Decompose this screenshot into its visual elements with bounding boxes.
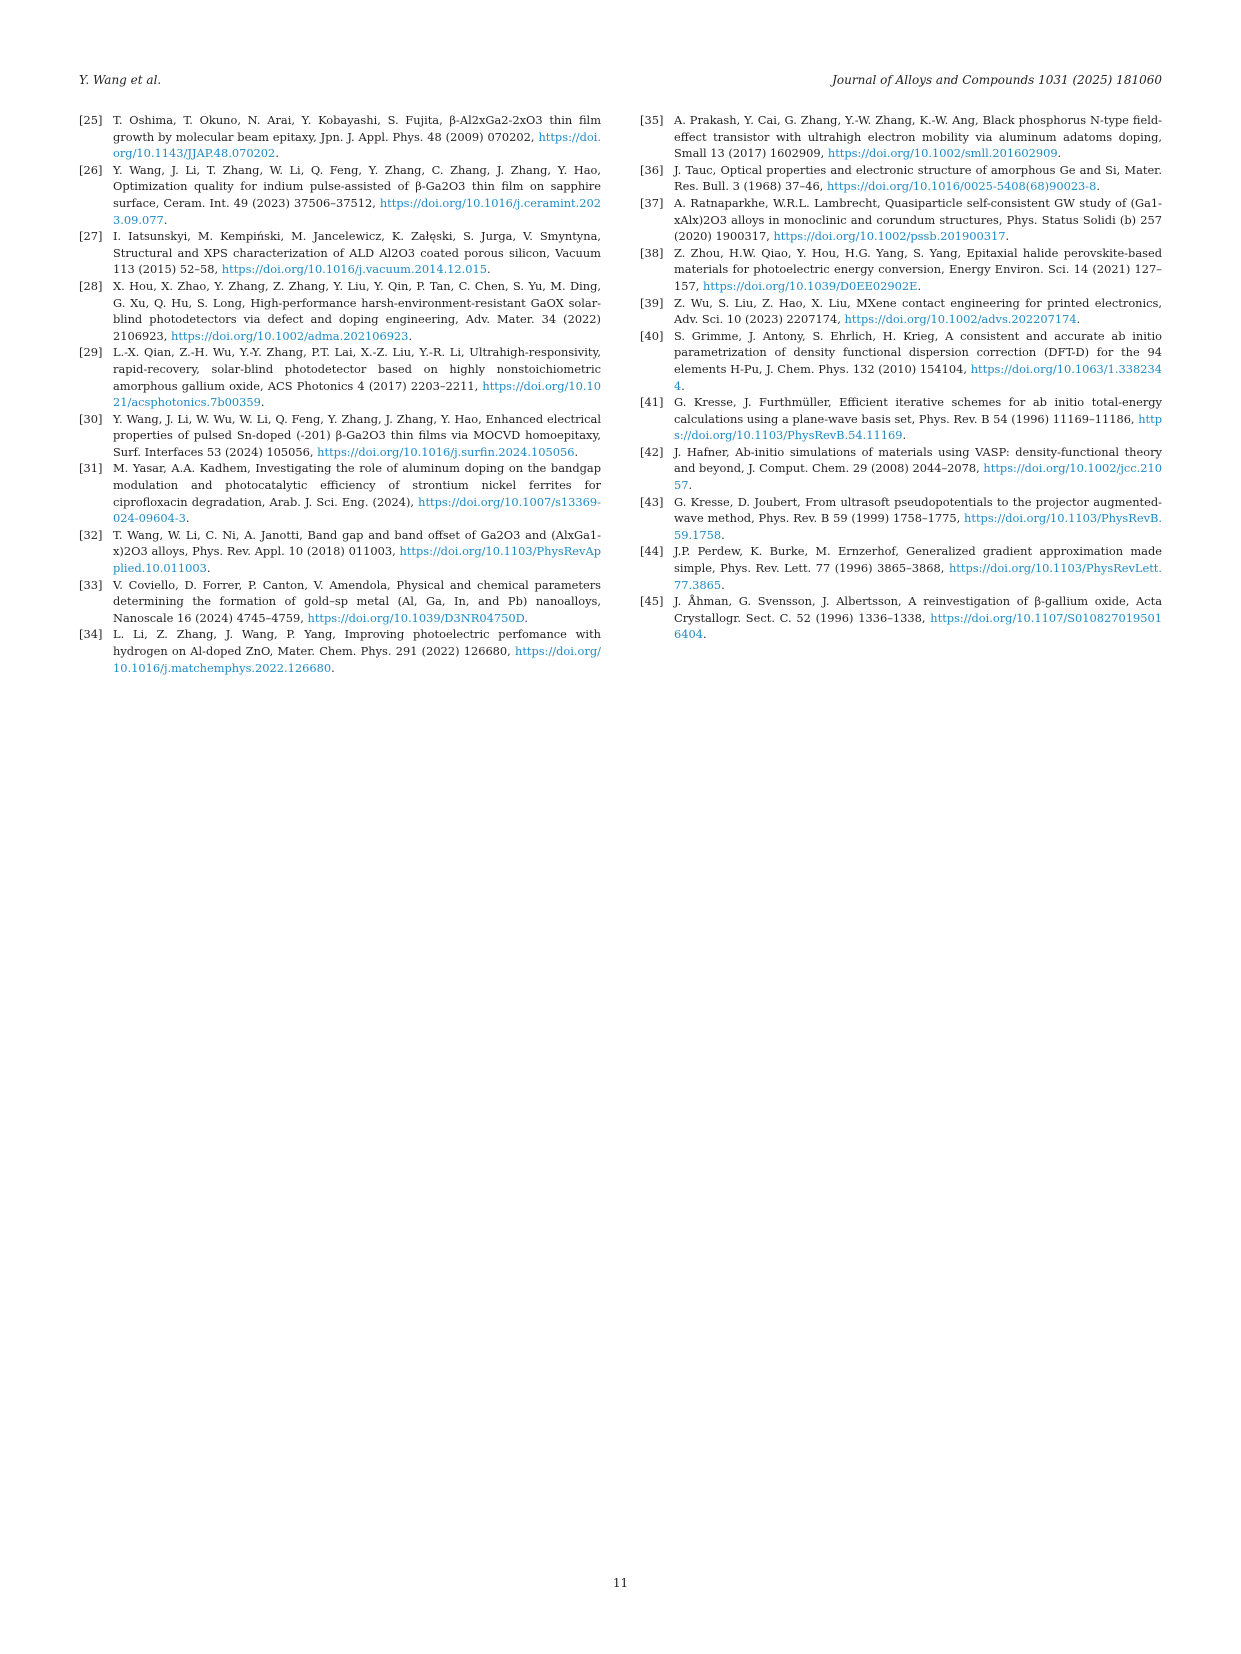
reference-number: [27] (79, 229, 103, 244)
reference-doi-link[interactable]: https://doi.org/10.1002/smll.201602909 (827, 146, 1058, 161)
reference-text: J. Hafner, Ab-initio simulations of materials using VASP: density-functional theory and beyond, J. Comput. Chem. 29 (2008) 2044–2078, (674, 444, 1162, 476)
reference-number: [43] (640, 494, 664, 509)
reference-text: I. Iatsunskyi, M. Kempiński, M. Jancelewicz, K. Załęski, S. Jurga, V. Smyntyna, Structural and XPS characterization of ALD Al2O3 coated porous silicon, Vacuum 113 (2015) 52–58, (113, 229, 601, 277)
reference-text: G. Kresse, J. Furthmüller, Efficient iterative schemes for ab initio total-energy calculations using a plane-wave basis set, Phys. Rev. B 54 (1996) 11169–11186, (674, 395, 1162, 426)
reference-body (674, 162, 1162, 195)
reference-text: Y. Wang, J. Li, T. Zhang, W. Li, Q. Feng, Y. Zhang, C. Zhang, J. Zhang, Y. Hao, Optimization quality for indium pulse-assisted of β-Ga2O3 thin film on sapphire surface, Ceram. Int. 49 (2023) 37506–37512, (113, 162, 601, 210)
reference-body (113, 411, 601, 461)
reference-doi-link[interactable]: https://doi.org/10.1103/PhysRevLett.77.3865 (674, 561, 1162, 592)
header-authors: Y. Wang et al. (79, 73, 162, 87)
reference-entry (640, 444, 1162, 494)
reference-number: [34] (79, 627, 103, 642)
reference-body (674, 195, 1162, 245)
reference-text: S. Grimme, J. Antony, S. Ehrlich, H. Krieg, A consistent and accurate ab initio parametrization of density functional dispersion correction (DFT-D) for the 94 elements H-Pu, J. Chem. Phys. 132 (2010) 154104, (674, 328, 1162, 376)
reference-entry (79, 411, 601, 461)
reference-text: V. Coviello, D. Forrer, P. Canton, V. Amendola, Physical and chemical parameters determining the formation of gold–sp metal (Al, Ga, In, and Pb) nanoalloys, Nanoscale 16 (2024) 4745–4759, (113, 577, 601, 625)
reference-number: [26] (79, 162, 103, 177)
reference-entry (640, 112, 1162, 162)
references-left-column (79, 112, 601, 676)
reference-number: [29] (79, 345, 103, 360)
reference-doi-link[interactable]: https://doi.org/10.1007/s13369-024-09604-3 (113, 494, 601, 526)
reference-period: . (1076, 312, 1081, 327)
reference-doi-link[interactable]: https://doi.org/10.1103/PhysRevB.54.11169 (674, 411, 1162, 443)
reference-body (113, 527, 601, 577)
reference-period: . (524, 610, 528, 625)
reference-body (674, 295, 1162, 328)
reference-text: A. Prakash, Y. Cai, G. Zhang, Y.-W. Zhang, K.-W. Ang, Black phosphorus N-type field-effect transistor with ultrahigh electron mobility via aluminum adatoms doping, Small 13 (2017) 1602909, (674, 113, 1162, 161)
reference-entry (79, 344, 601, 410)
reference-entry (79, 228, 601, 278)
reference-body (674, 543, 1162, 593)
reference-body (113, 344, 601, 410)
reference-entry (79, 577, 601, 627)
reference-period: . (574, 444, 579, 459)
reference-period: . (185, 511, 190, 526)
reference-body (674, 112, 1162, 162)
reference-entry (640, 494, 1162, 544)
reference-number: [42] (640, 444, 664, 459)
reference-period: . (681, 378, 685, 393)
reference-number: [40] (640, 328, 664, 343)
reference-doi-link[interactable]: https://doi.org/10.1002/jcc.21057 (674, 461, 1162, 493)
reference-doi-link[interactable]: https://doi.org/10.1016/j.vacuum.2014.12.015 (221, 262, 488, 277)
reference-entry (79, 278, 601, 344)
reference-body (113, 162, 601, 228)
reference-number: [38] (640, 245, 664, 260)
reference-period: . (721, 577, 725, 592)
reference-period: . (331, 660, 335, 675)
running-header (79, 73, 1162, 93)
reference-doi-link[interactable]: https://doi.org/10.1016/j.ceramint.2023.09.077 (113, 195, 601, 227)
reference-body (674, 394, 1162, 444)
reference-number: [44] (640, 544, 664, 559)
reference-number: [39] (640, 295, 664, 310)
reference-entry (79, 112, 601, 162)
reference-doi-link[interactable]: https://doi.org/10.1063/1.3382344 (674, 361, 1162, 393)
reference-number: [30] (79, 411, 103, 426)
reference-period: . (275, 146, 279, 161)
reference-doi-link[interactable]: https://doi.org/10.1103/PhysRevB.59.1758 (674, 511, 1162, 542)
reference-period: . (1057, 146, 1062, 161)
reference-period: . (1005, 229, 1010, 244)
reference-doi-link[interactable]: https://doi.org/10.1039/D3NR04750D (307, 610, 525, 625)
reference-entry (79, 527, 601, 577)
reference-doi-link[interactable]: https://doi.org/10.1016/j.surfin.2024.105056 (317, 444, 575, 459)
reference-period: . (260, 395, 265, 410)
reference-period: . (721, 527, 725, 542)
reference-entry (640, 328, 1162, 394)
reference-period: . (206, 561, 211, 576)
reference-text: A. Ratnaparkhe, W.R.L. Lambrecht, Quasiparticle self-consistent GW study of (Ga1-xAlx)2O3 alloys in monoclinic and corundum structures, Phys. Status Solidi (b) 257 (2020) 1900317, (674, 195, 1162, 244)
reference-text: Y. Wang, J. Li, W. Wu, W. Li, Q. Feng, Y. Zhang, J. Zhang, Y. Hao, Enhanced electrical properties of pulsed Sn-doped (-201) β-Ga2O3 thin films via MOCVD homoepitaxy, Surf. Interfaces 53 (2024) 105056, (113, 411, 601, 459)
reference-number: [31] (79, 461, 103, 476)
reference-body (674, 593, 1162, 643)
reference-period: . (408, 328, 413, 343)
reference-doi-link[interactable]: https://doi.org/10.1143/JJAP.48.070202 (113, 129, 601, 161)
reference-doi-link[interactable]: https://doi.org/10.1021/acsphotonics.7b00359 (113, 378, 601, 410)
reference-body (113, 626, 601, 676)
reference-entry (79, 626, 601, 676)
reference-entry (640, 162, 1162, 195)
reference-text: L. Li, Z. Zhang, J. Wang, P. Yang, Improving photoelectric perfomance with hydrogen on Al-doped ZnO, Mater. Chem. Phys. 291 (2022) 126680, (113, 627, 601, 658)
reference-doi-link[interactable]: https://doi.org/10.1002/adma.202106923 (170, 328, 409, 343)
reference-body (674, 494, 1162, 544)
reference-text: J. Åhman, G. Svensson, J. Albertsson, A reinvestigation of β-gallium oxide, Acta Crystallogr. Sect. C. 52 (1996) 1336–1338, (674, 594, 1162, 625)
reference-number: [37] (640, 195, 664, 210)
reference-entry (640, 245, 1162, 295)
reference-number: [35] (640, 113, 664, 127)
reference-number: [25] (79, 113, 103, 127)
reference-text: Z. Wu, S. Liu, Z. Hao, X. Liu, MXene contact engineering for printed electronics, Adv. Sci. 10 (2023) 2207174, (674, 295, 1162, 327)
reference-number: [28] (79, 278, 103, 293)
reference-body (113, 112, 601, 162)
header-journal: Journal of Alloys and Compounds 1031 (2025) 181060 (832, 73, 1162, 87)
reference-period: . (703, 627, 707, 642)
reference-entry (640, 543, 1162, 593)
reference-period: . (163, 212, 168, 227)
reference-period: . (1096, 179, 1101, 194)
reference-body (113, 278, 601, 344)
reference-number: [45] (640, 594, 664, 609)
reference-number: [33] (79, 577, 103, 592)
reference-text: T. Oshima, T. Okuno, N. Arai, Y. Kobayashi, S. Fujita, β-Al2xGa2-2xO3 thin film growth by molecular beam epitaxy, Jpn. J. Appl. Phys. 48 (2009) 070202, (113, 113, 601, 144)
reference-entry (79, 162, 601, 228)
reference-text: T. Wang, W. Li, C. Ni, A. Janotti, Band gap and band offset of Ga2O3 and (AlxGa1-x)2O3 alloys, Phys. Rev. Appl. 10 (2018) 011003, (113, 527, 601, 559)
reference-body (113, 577, 601, 627)
reference-entry (640, 593, 1162, 643)
reference-period: . (902, 428, 907, 443)
reference-text: X. Hou, X. Zhao, Y. Zhang, Z. Zhang, Y. Liu, Y. Qin, P. Tan, C. Chen, S. Yu, M. Ding, G. Xu, Q. Hu, S. Long, High-performance harsh-environment-resistant GaOX solar-blind photodetectors via defect and doping engineering, Adv. Mater. 34 (2022) 2106923, (113, 278, 601, 343)
reference-doi-link[interactable]: https://doi.org/10.1016/j.matchemphys.2022.126680 (113, 644, 601, 675)
reference-doi-link[interactable]: https://doi.org/10.1039/D0EE02902E (702, 278, 918, 293)
reference-doi-link[interactable]: https://doi.org/10.1107/S0108270195016404 (674, 610, 1162, 642)
reference-period: . (688, 478, 693, 493)
reference-period: . (487, 262, 491, 277)
reference-body (113, 228, 601, 278)
reference-body (674, 444, 1162, 494)
reference-text: L.-X. Qian, Z.-H. Wu, Y.-Y. Zhang, P.T. Lai, X.-Z. Liu, Y.-R. Li, Ultrahigh-responsivity, rapid-recovery, solar-blind photodetector based on highly nonstoichiometric amorphous gallium oxide, ACS Photonics 4 (2017) 2203–2211, (113, 345, 601, 393)
reference-text: G. Kresse, D. Joubert, From ultrasoft pseudopotentials to the projector augmented-wave method, Phys. Rev. B 59 (1999) 1758–1775, (674, 494, 1162, 526)
reference-doi-link[interactable]: https://doi.org/10.1103/PhysRevApplied.10.011003 (113, 544, 601, 576)
reference-number: [41] (640, 395, 664, 410)
reference-text: Z. Zhou, H.W. Qiao, Y. Hou, H.G. Yang, S. Yang, Epitaxial halide perovskite-based materials for photoelectric energy conversion, Energy Environ. Sci. 14 (2021) 127–157, (674, 245, 1162, 293)
reference-number: [36] (640, 162, 664, 177)
page-number: 11 (612, 1576, 629, 1590)
reference-body (674, 245, 1162, 295)
reference-text: J. Tauc, Optical properties and electronic structure of amorphous Ge and Si, Mater. Res. Bull. 3 (1968) 37–46, (674, 162, 1162, 194)
reference-doi-link[interactable]: https://doi.org/10.1016/0025-5408(68)90023-8 (826, 179, 1097, 194)
reference-entry (640, 195, 1162, 245)
reference-text: M. Yasar, A.A. Kadhem, Investigating the role of aluminum doping on the bandgap modulation and photocatalytic efficiency of strontium nickel ferrites for ciprofloxacin degradation, Arab. J. Sci. Eng. (2024), (113, 461, 601, 509)
reference-doi-link[interactable]: https://doi.org/10.1002/advs.202207174 (844, 312, 1077, 327)
reference-entry (640, 394, 1162, 444)
reference-number: [32] (79, 527, 103, 542)
reference-entry (79, 460, 601, 526)
references-right-column (640, 112, 1162, 643)
reference-body (113, 460, 601, 526)
reference-body (674, 328, 1162, 394)
reference-entry (640, 295, 1162, 328)
reference-doi-link[interactable]: https://doi.org/10.1002/pssb.201900317 (773, 229, 1006, 244)
reference-period: . (917, 278, 922, 293)
reference-text: J.P. Perdew, K. Burke, M. Ernzerhof, Generalized gradient approximation made simple, Phys. Rev. Lett. 77 (1996) 3865–3868, (674, 544, 1162, 576)
